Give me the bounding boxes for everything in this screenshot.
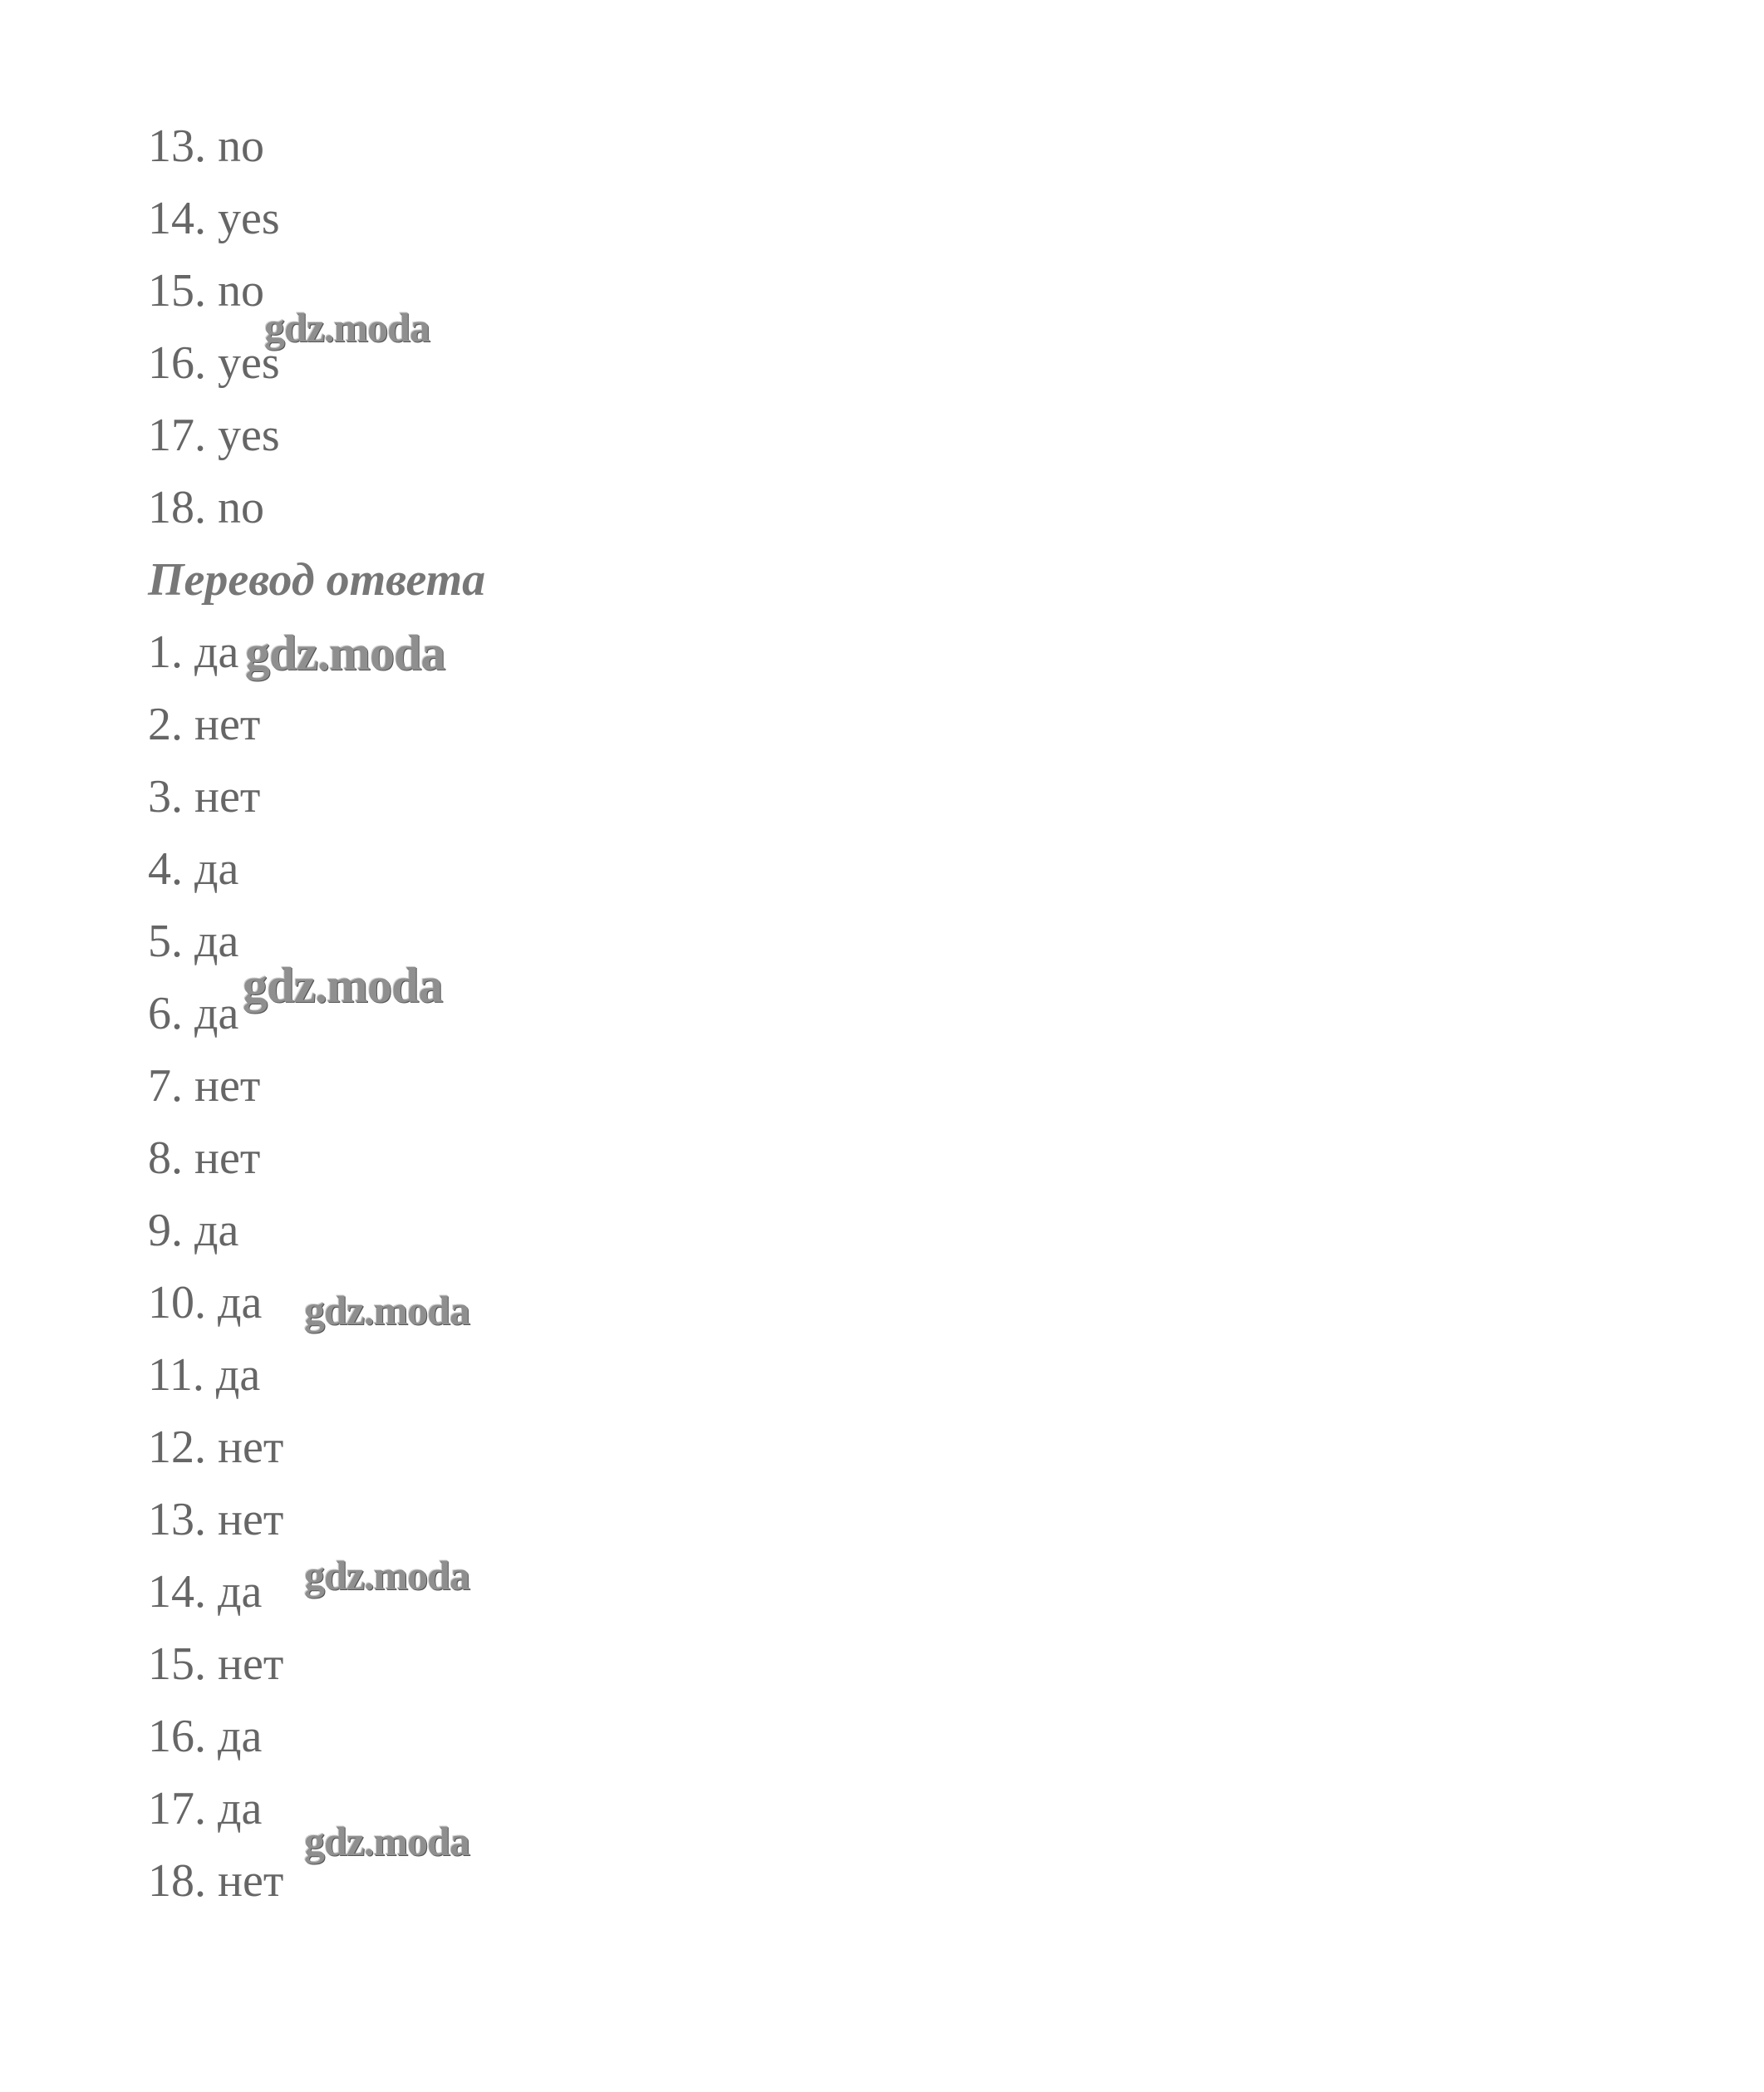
answer-line-ru-15 xyxy=(148,1638,284,1690)
answer-line-ru-1 xyxy=(148,626,239,678)
item-number: 2. xyxy=(148,699,183,750)
answer-line-ru-7 xyxy=(148,1060,261,1112)
item-number: 8. xyxy=(148,1132,183,1184)
item-number: 9. xyxy=(148,1205,183,1256)
item-answer: да xyxy=(218,1566,263,1618)
item-answer: да xyxy=(194,988,239,1039)
watermark: gdz.moda xyxy=(304,1818,469,1864)
item-answer: нет xyxy=(218,1638,284,1690)
item-number: 10. xyxy=(148,1277,206,1328)
answer-line-ru-6 xyxy=(148,990,238,1037)
item-answer: да xyxy=(215,1349,261,1401)
item-answer: нет xyxy=(218,1855,284,1907)
item-number: 17. xyxy=(148,1783,206,1834)
item-number: 11. xyxy=(148,1349,204,1401)
item-answer: no xyxy=(218,482,264,533)
answer-line-ru-16 xyxy=(148,1713,262,1760)
item-number: 18. xyxy=(148,1855,206,1907)
item-number: 15. xyxy=(148,265,206,317)
translation-heading: Перевод ответа xyxy=(148,554,486,606)
item-number: 13. xyxy=(148,120,206,172)
answer-line-ru-12 xyxy=(148,1424,283,1471)
item-answer: нет xyxy=(194,1132,261,1184)
item-number: 14. xyxy=(148,1566,206,1618)
item-number: 7. xyxy=(148,1060,183,1112)
item-number: 12. xyxy=(148,1422,206,1473)
item-answer: да xyxy=(218,1277,263,1328)
item-answer: нет xyxy=(194,771,261,823)
answer-line-ru-11 xyxy=(148,1349,261,1401)
item-answer: нет xyxy=(218,1422,284,1473)
watermark: gdz.moda xyxy=(304,1552,469,1598)
item-answer: да xyxy=(194,626,239,678)
answer-line-ru-9 xyxy=(148,1207,238,1254)
answer-line-ru-10 xyxy=(148,1279,262,1326)
item-number: 16. xyxy=(148,1711,206,1762)
item-answer: да xyxy=(218,1711,263,1762)
watermark: gdz.moda xyxy=(243,958,443,1013)
answer-line-en-15 xyxy=(148,265,264,317)
item-number: 16. xyxy=(148,337,206,389)
answer-line-ru-18 xyxy=(148,1855,284,1907)
item-answer: yes xyxy=(218,193,280,244)
item-answer: да xyxy=(194,1205,239,1256)
item-answer: нет xyxy=(218,1494,284,1545)
answer-line-ru-2 xyxy=(148,701,260,748)
answer-line-ru-13 xyxy=(148,1496,283,1543)
item-number: 17. xyxy=(148,410,206,461)
watermark: gdz.moda xyxy=(264,304,430,351)
watermark: gdz.moda xyxy=(245,626,445,680)
answer-line-ru-3 xyxy=(148,771,261,823)
item-number: 14. xyxy=(148,193,206,244)
item-number: 6. xyxy=(148,988,183,1039)
answer-line-en-18 xyxy=(148,484,264,531)
answer-line-en-17 xyxy=(148,412,280,459)
item-answer: yes xyxy=(218,337,280,389)
item-answer: no xyxy=(218,265,264,317)
item-number: 1. xyxy=(148,626,183,678)
answer-line-ru-8 xyxy=(148,1132,261,1184)
item-answer: да xyxy=(218,1783,263,1834)
item-answer: нет xyxy=(194,699,261,750)
item-number: 18. xyxy=(148,482,206,533)
item-answer: да xyxy=(194,843,239,895)
answer-line-en-14 xyxy=(148,195,280,242)
item-answer: yes xyxy=(218,410,280,461)
item-number: 5. xyxy=(148,916,183,967)
item-answer: да xyxy=(194,916,239,967)
answer-line-ru-17 xyxy=(148,1785,262,1832)
answer-line-en-16 xyxy=(148,337,280,389)
item-answer: no xyxy=(218,120,264,172)
item-number: 15. xyxy=(148,1638,206,1690)
item-number: 13. xyxy=(148,1494,206,1545)
item-number: 3. xyxy=(148,771,183,823)
item-answer: нет xyxy=(194,1060,261,1112)
answer-line-en-13 xyxy=(148,120,264,172)
item-number: 4. xyxy=(148,843,183,895)
answer-line-ru-14 xyxy=(148,1566,263,1618)
answer-line-ru-4 xyxy=(148,843,239,895)
watermark: gdz.moda xyxy=(304,1287,469,1333)
answer-line-ru-5 xyxy=(148,918,238,965)
